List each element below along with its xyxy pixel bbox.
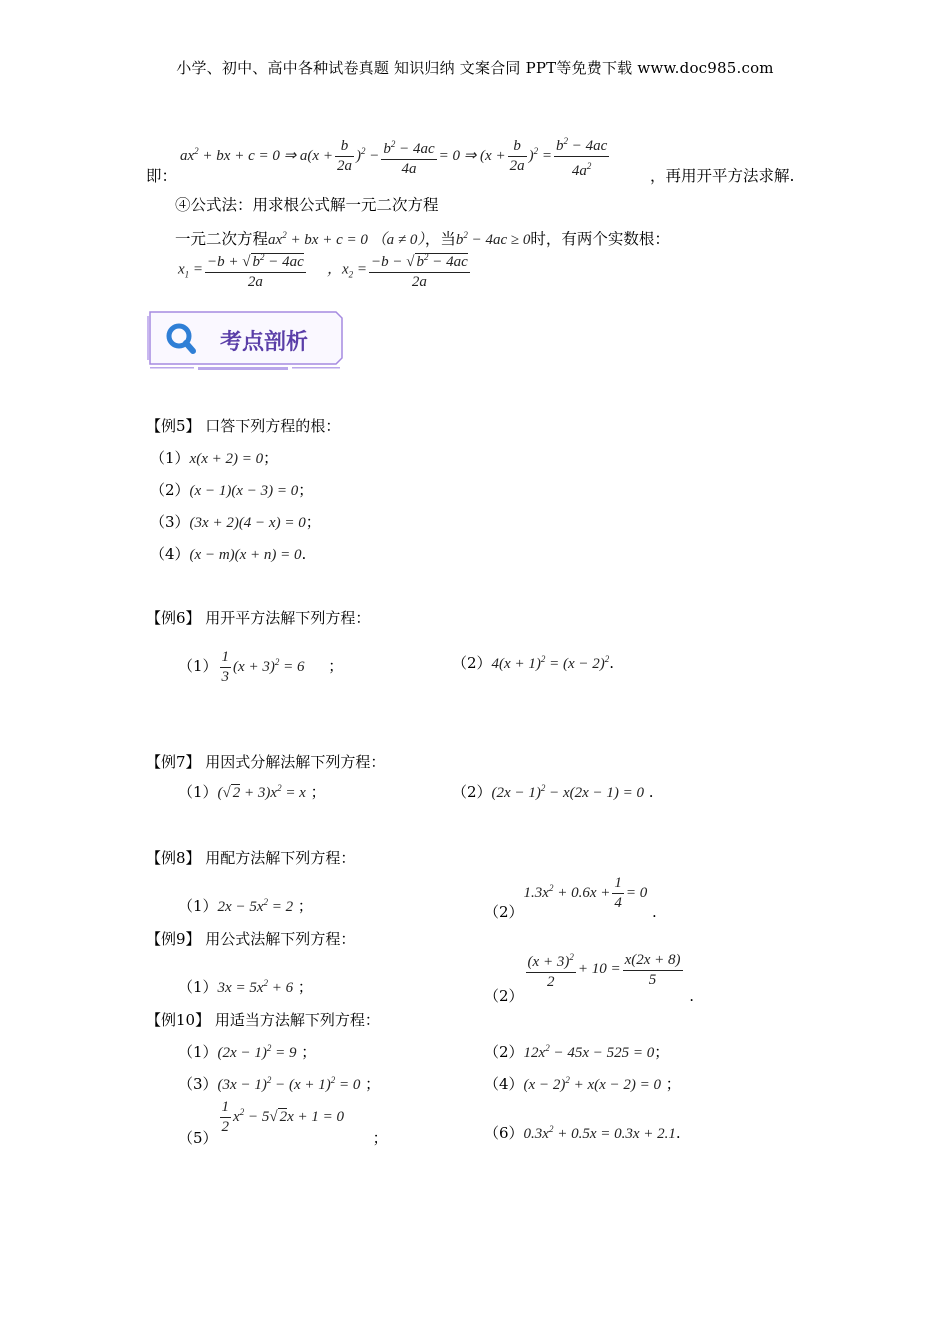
ex7-title: 【例7】 用因式分解法解下列方程： [146, 753, 386, 771]
ex10-problem-4: $(4)(x - 2)^2 + x(x - 2) = 0$ ； [484, 1075, 681, 1093]
general-equation: $ax^2$ + bx + c = 0 （a ≠ 0） [268, 230, 425, 248]
ex6-title: 【例6】 用开平方法解下列方程： [146, 609, 371, 627]
completing-square-tail: ，再用开平方法求解. [650, 167, 795, 185]
general-equation-line [175, 227, 670, 249]
ex10-problem-1: $(1)(2x - 1)^2 = 9$ ； [178, 1043, 317, 1061]
ex5-item-4: （4）(x − m)(x + n) = 0. [150, 545, 307, 563]
ex10-title: 【例10】 用适当方法解下列方程： [146, 1011, 380, 1029]
ex5-item-3: （3）(3x + 2)(4 − x) = 0； [150, 513, 321, 531]
root-formula-x2: ，$x_2$ = $\frac{-b - √ b^2 - 4ac}{2a}$ [327, 248, 472, 292]
ex8-problem-2: $(2)1.3x^2 + 0.6x$ + $\frac{1}{4}$ = 0 . [484, 875, 657, 921]
general-eq-mid: ，当 [424, 230, 456, 248]
banner-title: 考点剖析 [220, 330, 309, 355]
root-formula-x1: $x_1$ = $\frac{-b + √ b^2 - 4ac}{2a}$ [178, 248, 308, 292]
ex10-problem-2: $(2)12x^2 - 45x - 525 = 0$； [484, 1043, 670, 1061]
ex6-problem-2: $(2)4(x + 1)^2 = (x - 2)^2$. [452, 654, 615, 672]
general-eq-prefix: 一元二次方程 [175, 230, 269, 248]
ex9-problem-1: $(1)3x = 5x^2 + 6$ ； [178, 978, 313, 996]
ex9-problem-2: （2） $\frac{(x + 3)^2}{2}$ + 10 = $\frac{x(2x + 8)}{5}$ . [484, 948, 694, 992]
discriminant-condition: $b^2 - 4ac \ge 0$ [455, 230, 531, 248]
ex5-item-2: （2）(x − 1)(x − 3) = 0； [150, 481, 314, 499]
formula-method-heading: ④公式法：用求根公式解一元二次方程 [175, 196, 439, 214]
ex6-problem-1: （1） $\frac{1}{3}$ $(x + 3)^2 = 6$ ； [178, 649, 344, 685]
ji-label: 即： [146, 167, 178, 185]
general-eq-tail: 时，有两个实数根： [530, 230, 670, 248]
ex10-problem-5: （5） $\frac{1}{2}$ $x^2 - 5√$ 2x + 1 = 0 ； [178, 1099, 388, 1147]
ex5-title: 【例5】 口答下列方程的根： [146, 417, 341, 435]
ex10-problem-3: $(3)(3x - 1)^2 - (x + 1)^2 = 0$ ； [178, 1075, 381, 1093]
page-header: 小学、初中、高中各种试卷真题 知识归纳 文案合同 PPT等免费下载 www.doc985.com [176, 59, 774, 77]
ex8-problem-1: $(1)2x - 5x^2 = 2$ ； [178, 897, 313, 915]
ex8-title: 【例8】 用配方法解下列方程： [146, 849, 356, 867]
completing-square-derivation: $ax^2$ + bx + c = 0 ⇒ a(x + $\frac{b}{2a}$ )$^2$ − $\frac{b^2 - 4ac}{4a}$ = 0 ⇒ (x + $\frac{b}{2a}$ )$^2$ = $\frac{b^2 - 4ac}{4a^2}$ [180, 132, 611, 181]
ex7-problem-2: $(2)(2x - 1)^2 - x(2x - 1) = 0$ . [452, 783, 654, 801]
ex7-problem-1: （1）(√ $2 + 3)x^2 = x$ ； [178, 783, 326, 801]
section-banner [146, 308, 344, 368]
ex5-item-1: （1）x(x + 2) = 0； [150, 449, 279, 467]
ex10-problem-6: $(6)0.3x^2 + 0.5x = 0.3x + 2.1$. [484, 1124, 681, 1142]
ex9-title: 【例9】 用公式法解下列方程： [146, 930, 356, 948]
